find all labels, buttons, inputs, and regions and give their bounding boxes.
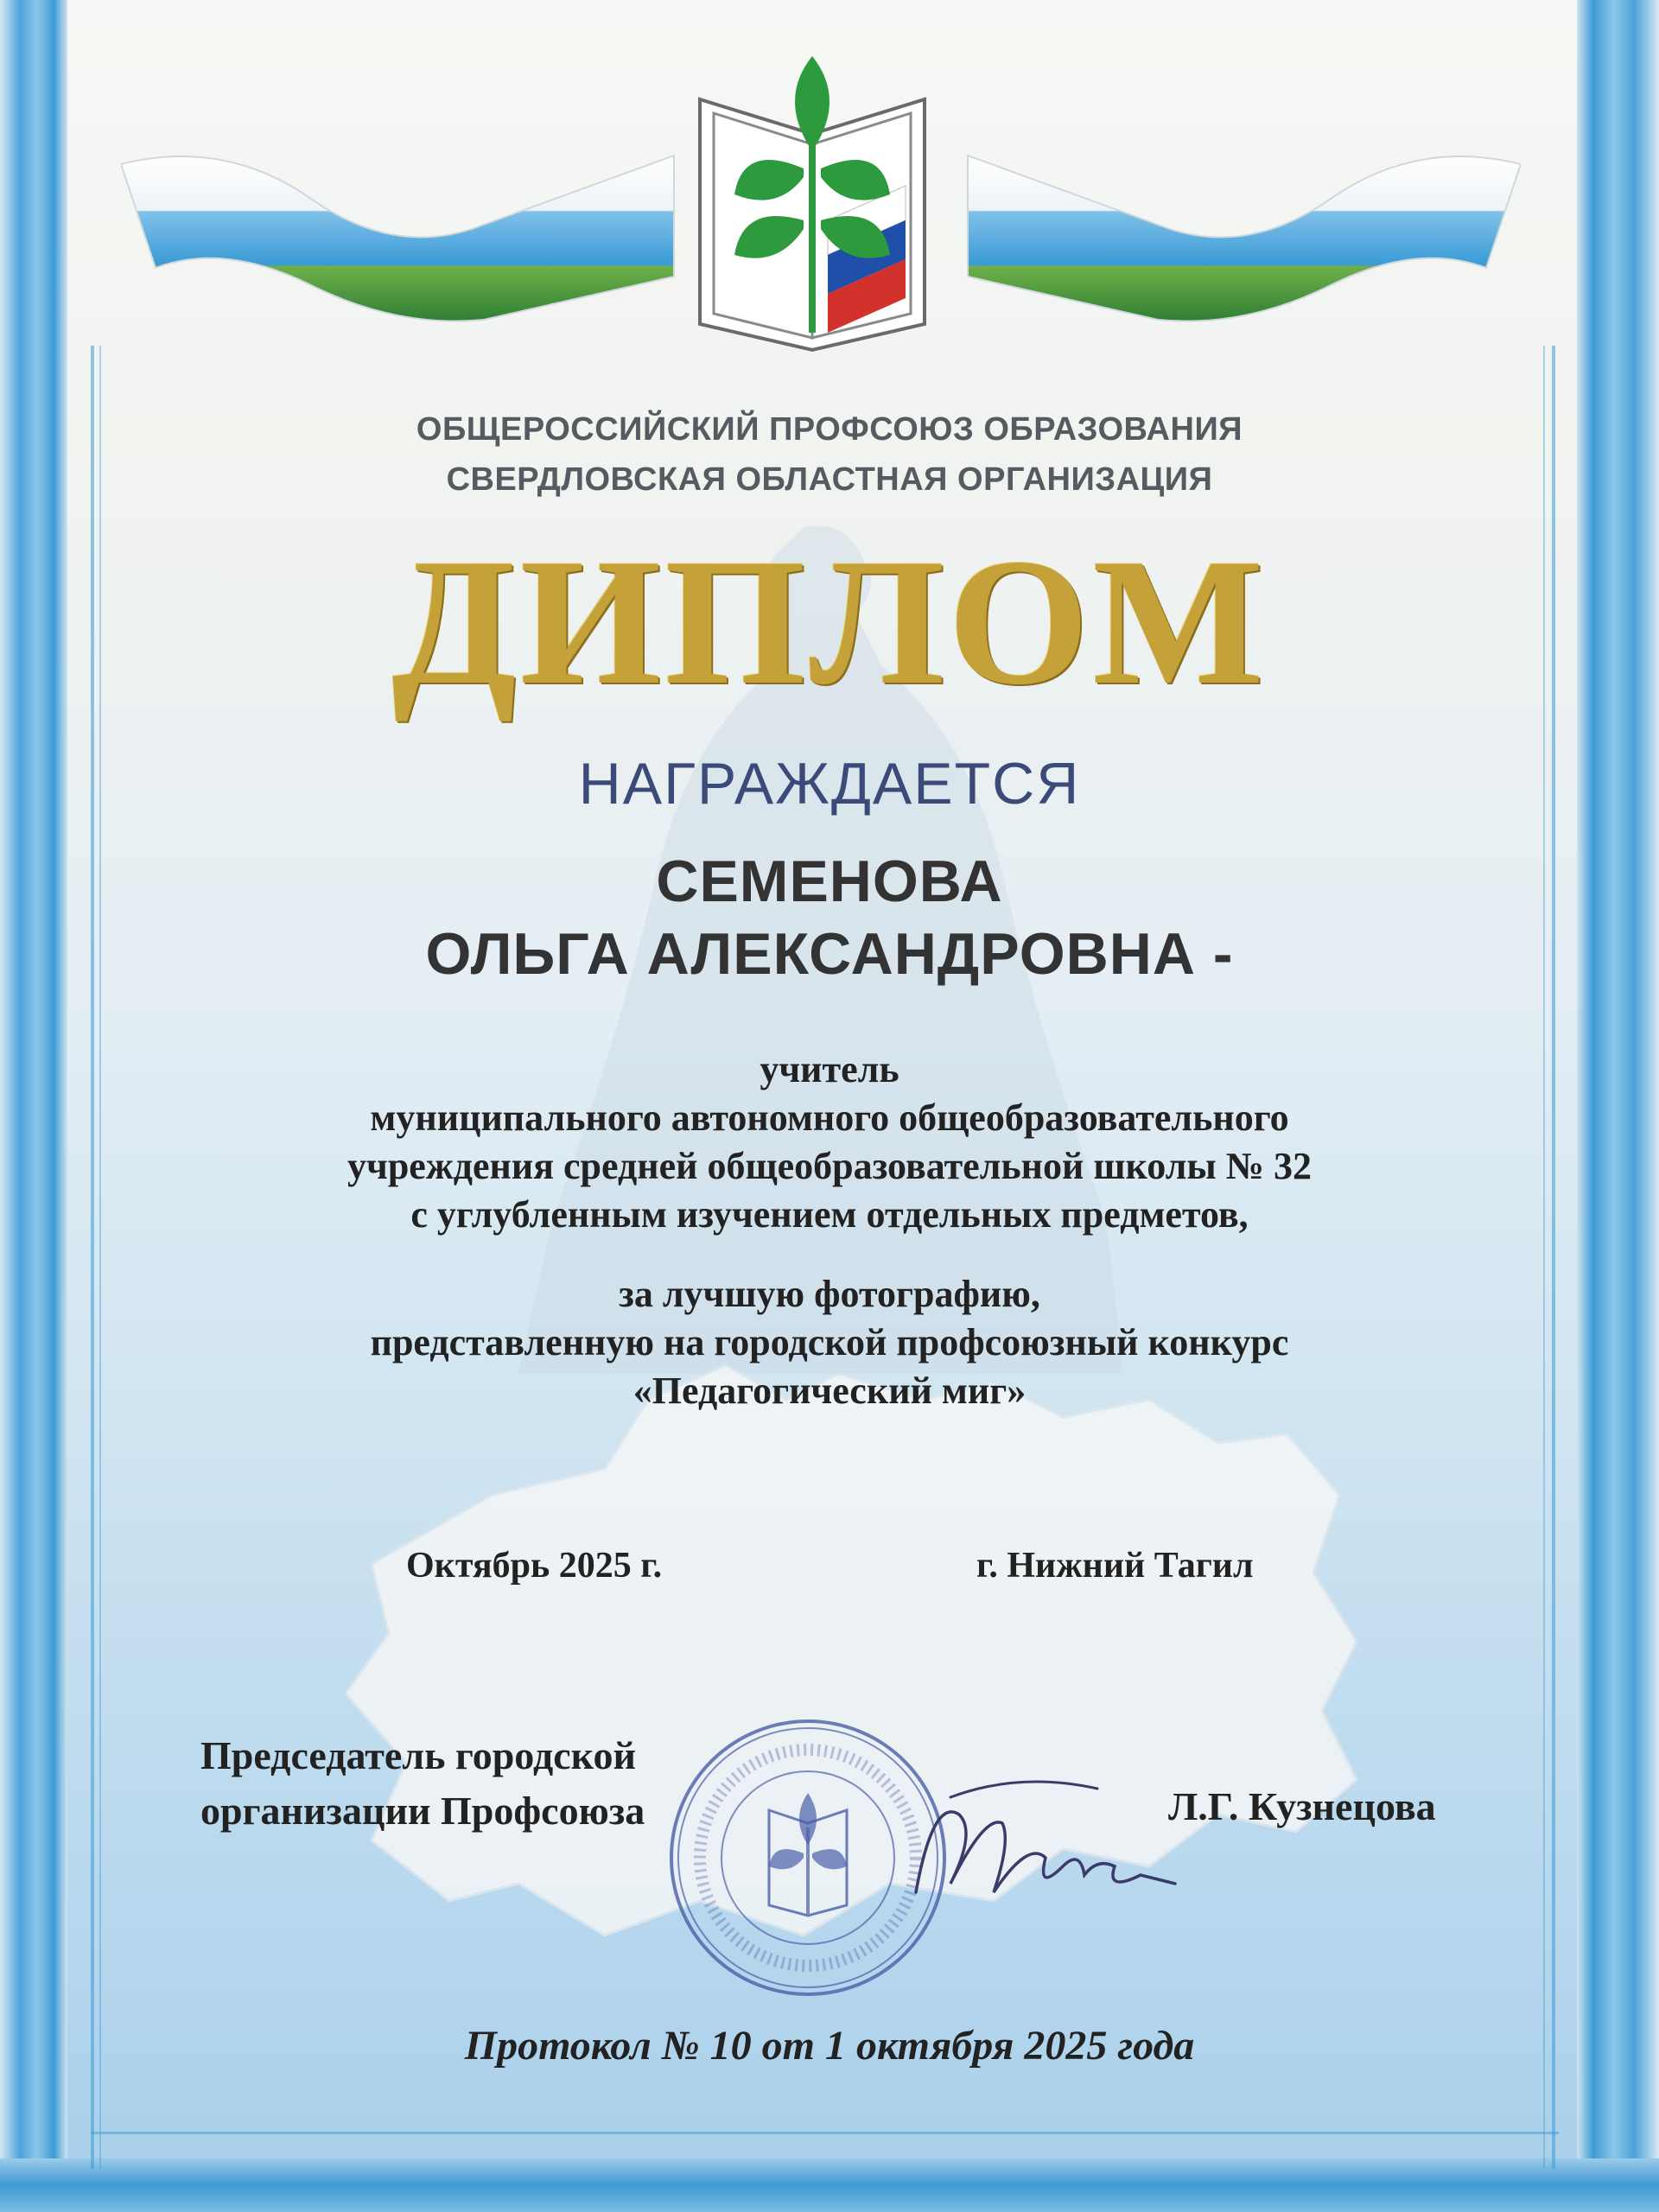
recipient-surname: СЕМЕНОВА (656, 849, 1003, 914)
signatory-name: Л.Г. Кузнецова (1168, 1784, 1436, 1828)
reason-line2: представленную на городской профсоюзный конкурс (370, 1321, 1289, 1363)
position-line3: учреждения средней общеобразовательной школы № 32 (347, 1145, 1312, 1187)
awarded-label: НАГРАЖДАЕТСЯ (578, 751, 1081, 817)
position-line2: муниципального автономного общеобразовательного (370, 1096, 1289, 1139)
union-emblem-icon (683, 48, 942, 359)
handwritten-signature (899, 1763, 1192, 1936)
signatory-role-line2: организации Профсоюза (200, 1789, 645, 1833)
frame-bottom-border (0, 2158, 1659, 2212)
signatory-role-line1: Председатель городской (200, 1733, 637, 1777)
award-reason (0, 1270, 1659, 1415)
signatory-role (200, 1728, 645, 1839)
inner-border-line (91, 2132, 1559, 2134)
organization-line2: СВЕРДЛОВСКАЯ ОБЛАСТНАЯ ОРГАНИЗАЦИЯ (446, 461, 1213, 498)
reason-line1: за лучшую фотографию, (619, 1273, 1040, 1315)
position-line4: с углубленным изучением отдельных предметов, (410, 1193, 1249, 1236)
organization-line1: ОБЩЕРОССИЙСКИЙ ПРОФСОЮЗ ОБРАЗОВАНИЯ (416, 411, 1243, 448)
award-date: Октябрь 2025 г. (406, 1546, 663, 1586)
organization-header (0, 404, 1659, 505)
recipient-given-names: ОЛЬГА АЛЕКСАНДРОВНА - (425, 921, 1234, 987)
recipient-name (0, 845, 1659, 990)
recipient-position (0, 1046, 1659, 1239)
position-line1: учитель (760, 1048, 899, 1090)
protocol-note: Протокол № 10 от 1 октября 2025 года (464, 2023, 1195, 2069)
reason-line3: «Педагогический миг» (632, 1370, 1027, 1412)
award-city: г. Нижний Тагил (976, 1546, 1254, 1586)
diploma-title: ДИПЛОМ (391, 522, 1268, 722)
